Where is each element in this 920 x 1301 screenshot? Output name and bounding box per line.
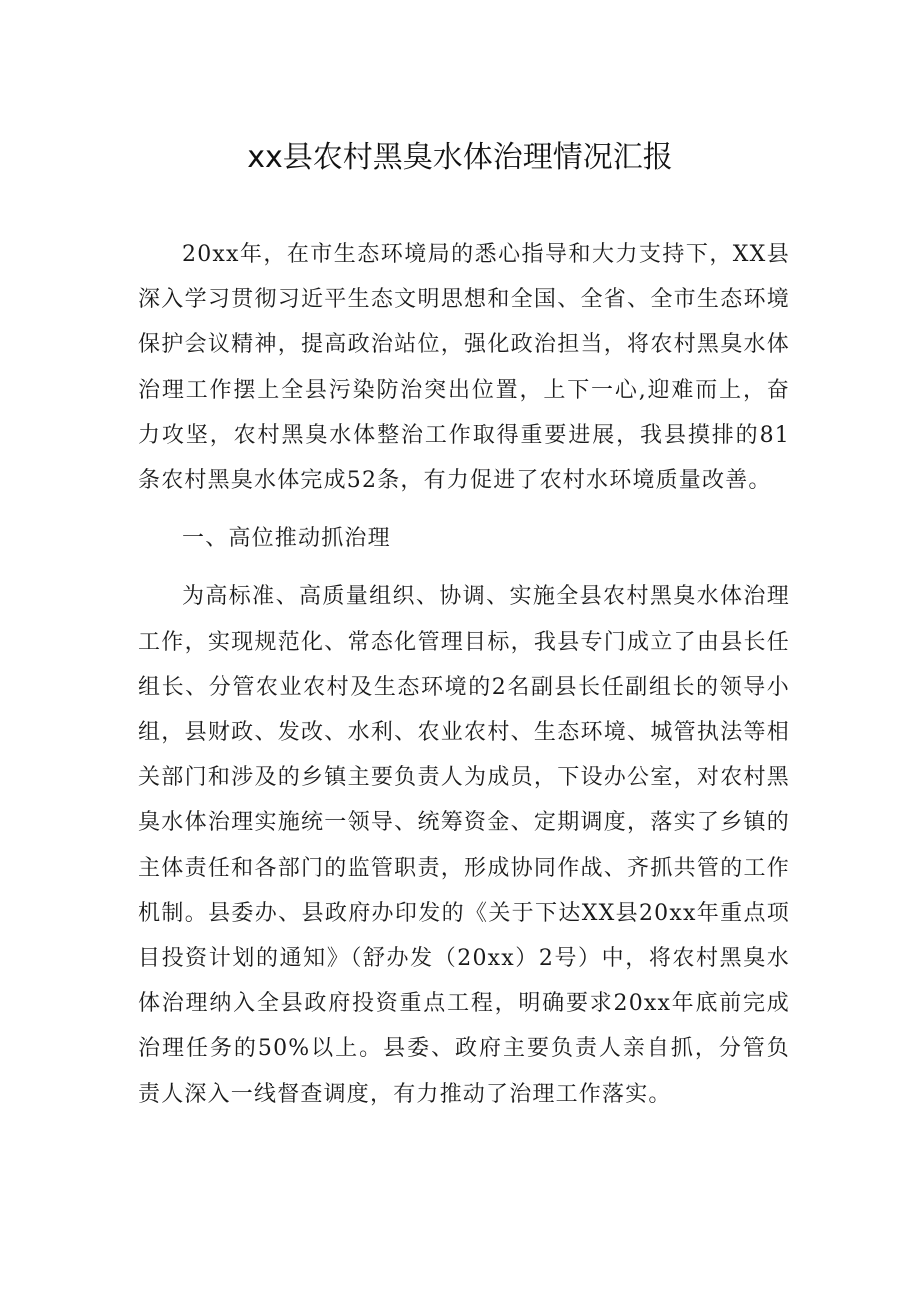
intro-paragraph: 20xx年，在市生态环境局的悉心指导和大力支持下，XX县深入学习贯彻习近平生态文明思想和全国、全省、全市生态环境保护会议精神，提高政治站位，强化政治担当，将农村黑臭水体治理工作摆上全县污染防治突出位置，上下一心,迎难而上，奋力攻坚，农村黑臭水体整治工作取得重要进展，我县摸排的81条农村黑臭水体完成52条，有力促进了农村水环境质量改善。 [138,242,790,494]
document-title: xx县农村黑臭水体治理情况汇报 [247,140,673,175]
section-1-paragraph: 为高标准、高质量组织、协调、实施全县农村黑臭水体治理工作，实现规范化、常态化管理目标，我县专门成立了由县长任组长、分管农业农村及生态环境的2名副县长任副组长的领导小组，县财政、发改、水利、农业农村、生态环境、城管执法等相关部门和涉及的乡镇主要负责人为成员，下设办公室，对农村黑臭水体治理实施统一领导、统筹资金、定期调度，落实了乡镇的主体责任和各部门的监管职责，形成协同作战、齐抓共管的工作机制。县委办、县政府办印发的《关于下达XX县20xx年重点项目投资计划的通知》（舒办发（20xx）2号）中，将农村黑臭水体治理纳入全县政府投资重点工程，明确要求20xx年底前完成治理任务的50%以上。县委、政府主要负责人亲自抓，分管负责人深入一线督查调度，有力推动了治理工作落实。 [138,584,790,1107]
section-1-heading: 一、高位推动抓治理 [182,526,391,552]
document-body [138,232,790,1117]
